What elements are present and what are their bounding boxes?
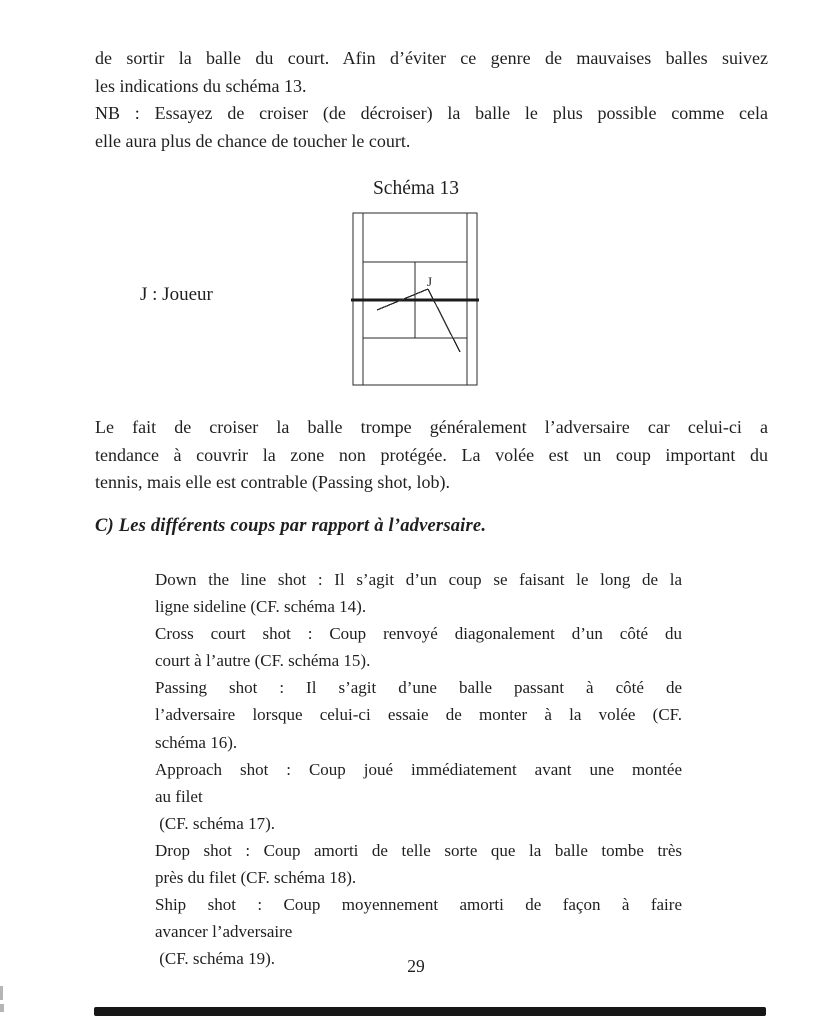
text-line: (CF. schéma 17). [155, 813, 275, 833]
text-line: Ship shot : Coup moyennement amorti de façon à faire [155, 895, 682, 915]
scan-edge-artifact [94, 1007, 766, 1016]
text-line: Drop shot : Coup amorti de telle sorte que la balle tombe très [155, 840, 682, 860]
text-line: schéma 16). [155, 732, 238, 752]
schema-title: Schéma 13 [372, 178, 460, 199]
text-line: Passing shot : Il s’agit d’une balle passant à côté de [155, 678, 682, 698]
text-line: court à l’autre (CF. schéma 15). [155, 651, 371, 671]
text-line: ligne sideline (CF. schéma 14). [155, 597, 367, 617]
page-number: 29 [407, 956, 425, 976]
scan-speck [0, 986, 3, 1000]
player-legend-label: J : Joueur [140, 284, 213, 305]
text-line: NB : Essayez de croiser (de décroiser) la balle le plus possible comme cela [95, 103, 768, 123]
text-line: Le fait de croiser la balle trompe généralement l’adversaire car celui-ci a [95, 417, 768, 437]
text-line: elle aura plus de chance de toucher le court. [95, 130, 411, 151]
text-line: tennis, mais elle est contrable (Passing shot, lob). [95, 472, 450, 492]
player-marker: J [427, 274, 433, 289]
text-line: avancer l’adversaire [155, 922, 293, 942]
shot-definitions-block [155, 566, 682, 972]
text-line: les indications du schéma 13. [95, 75, 307, 96]
down-shot-line [428, 289, 460, 352]
text-line: (CF. schéma 19). [155, 949, 275, 969]
scan-speck [0, 1004, 4, 1012]
text-line: l’adversaire lorsque celui-ci essaie de monter à la volée (CF. [155, 705, 682, 725]
text-line: Down the line shot : Il s’agit d’un coup se faisant le long de la [155, 570, 682, 589]
body-paragraph [95, 414, 768, 497]
text-line: Cross court shot : Coup renvoyé diagonalement d’un côté du [155, 624, 682, 644]
tennis-court-diagram [346, 209, 484, 389]
text-line: près du filet (CF. schéma 18). [155, 868, 357, 888]
text-line: Approach shot : Coup joué immédiatement avant une montée [155, 759, 682, 779]
section-heading: C) Les différents coups par rapport à l’adversaire. [95, 516, 487, 536]
intro-paragraph [95, 45, 768, 155]
text-line: au filet [155, 786, 203, 806]
text-line: tendance à couvrir la zone non protégée. La volée est un coup important du [95, 444, 768, 465]
text-line: de sortir la balle du court. Afin d’éviter ce genre de mauvaises balles suivez [95, 48, 768, 68]
